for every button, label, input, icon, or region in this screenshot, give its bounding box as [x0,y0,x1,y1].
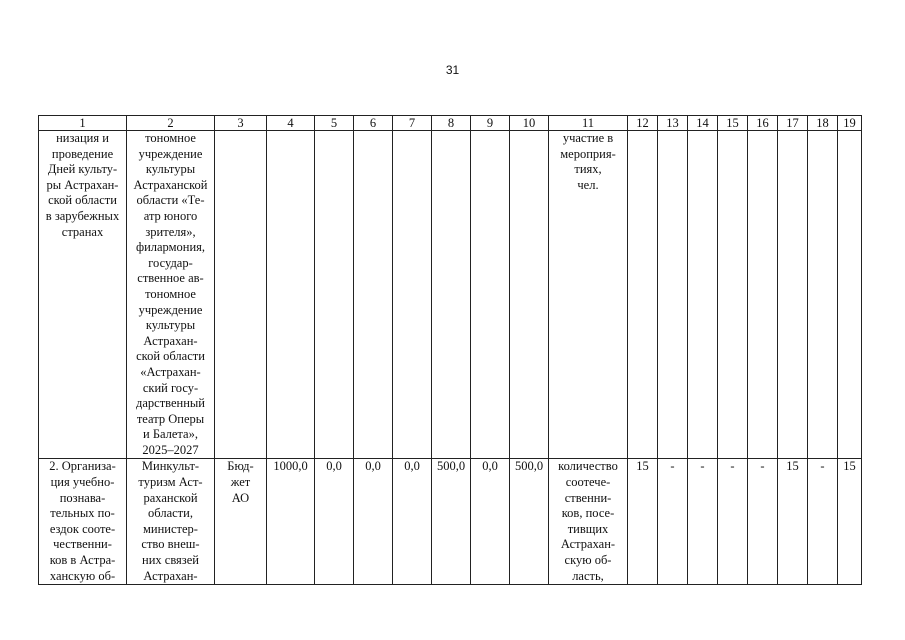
page-number: 31 [445,63,460,77]
value-cell: 1000,0 [267,459,315,585]
funding-source-cell: Бюд- жет АО [215,459,267,585]
target-cell [748,131,778,459]
indicator-cell: количество соотече- ственни- ков, посе- тивщих Астрахан- скую об- ласть, [549,459,628,585]
target-cell: 15 [628,459,658,585]
column-header: 2 [127,116,215,131]
event-name-cell: 2. Организа- ция учебно- познава- тельных по- ездок сооте- чественни- ков в Астра- ханскую об- [39,459,127,585]
executor-cell: Минкульт- туризм Аст- раханской области, министер- ство внеш- них связей Астрахан- [127,459,215,585]
value-cell: 500,0 [510,459,549,585]
column-header: 6 [354,116,393,131]
target-cell [688,131,718,459]
target-cell: 15 [778,459,808,585]
column-header: 19 [838,116,862,131]
column-header: 14 [688,116,718,131]
value-cell [267,131,315,459]
value-cell: 500,0 [432,459,471,585]
funding-source-cell [215,131,267,459]
value-cell: 0,0 [315,459,354,585]
event-name-cell: низация и проведение Дней культу- ры Астрахан- ской области в зарубежных странах [39,131,127,459]
table-header-row [39,116,862,131]
table-row [39,459,862,585]
target-cell: - [688,459,718,585]
value-cell: 0,0 [354,459,393,585]
executor-cell: тономное учреждение культуры Астраханской области «Те- атр юного зрителя», филармония, государ- ственное ав- тономное учреждение культуры Астрахан- ской области «Астрахан- ский госу- дарственный театр Оперы и Балета», 2025–2027 [127,131,215,459]
column-header: 1 [39,116,127,131]
table-row [39,131,862,459]
column-header: 15 [718,116,748,131]
target-cell: - [748,459,778,585]
column-header: 4 [267,116,315,131]
value-cell: 0,0 [471,459,510,585]
target-cell: - [658,459,688,585]
column-header: 11 [549,116,628,131]
value-cell [510,131,549,459]
column-header: 9 [471,116,510,131]
column-header: 16 [748,116,778,131]
column-header: 12 [628,116,658,131]
indicator-cell: участие в мероприя- тиях, чел. [549,131,628,459]
target-cell: - [718,459,748,585]
column-header: 17 [778,116,808,131]
target-cell: 15 [838,459,862,585]
value-cell [315,131,354,459]
column-header: 10 [510,116,549,131]
column-header: 8 [432,116,471,131]
value-cell [393,131,432,459]
value-cell [354,131,393,459]
target-cell: - [808,459,838,585]
column-header: 3 [215,116,267,131]
value-cell [471,131,510,459]
value-cell [432,131,471,459]
column-header: 18 [808,116,838,131]
target-cell [808,131,838,459]
column-header: 5 [315,116,354,131]
column-header: 13 [658,116,688,131]
target-cell [658,131,688,459]
target-cell [838,131,862,459]
target-cell [628,131,658,459]
target-cell [718,131,748,459]
target-cell [778,131,808,459]
program-table [38,115,862,585]
value-cell: 0,0 [393,459,432,585]
column-header: 7 [393,116,432,131]
